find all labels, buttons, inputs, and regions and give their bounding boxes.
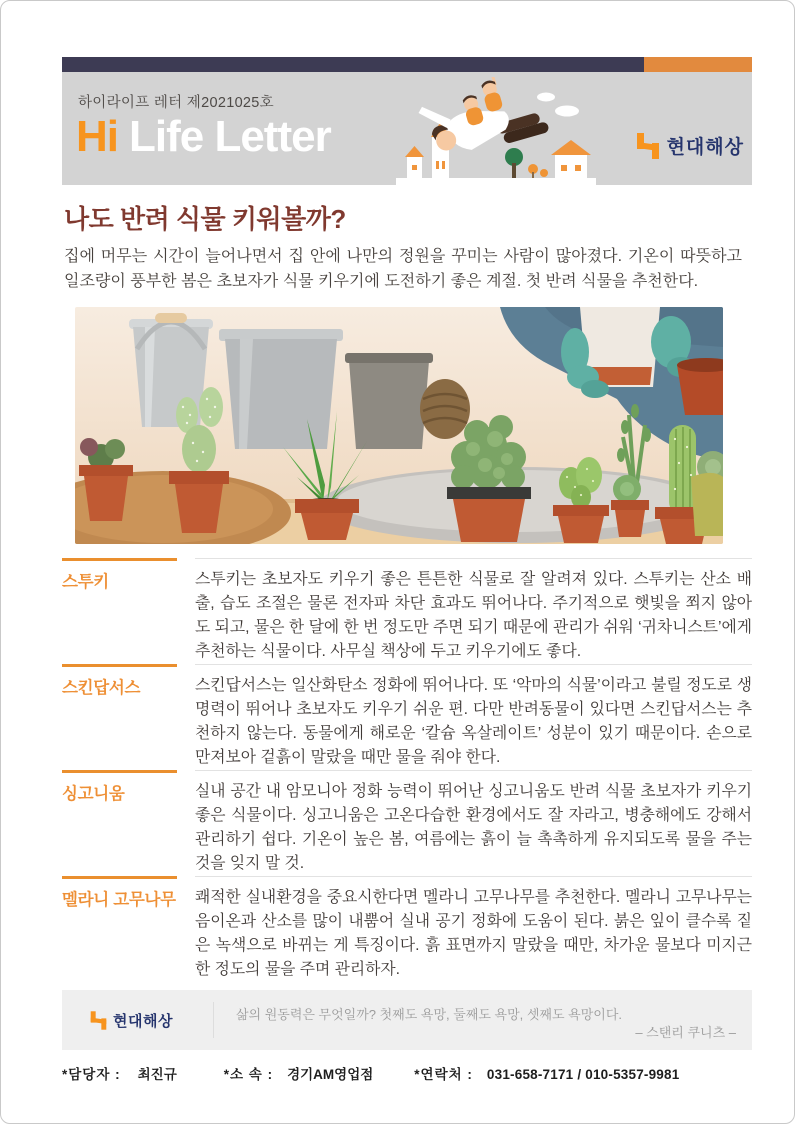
section-body: 스투키는 초보자도 키우기 좋은 튼튼한 식물로 잘 알려져 있다. 스투키는 산소 배출, 습도 조절은 물론 전자파 차단 효과도 뛰어나다. 주기적으로 햇빛을 쬐지 않아도 되고, 물은 한 달에 한 번 정도만 주면 되기 때문에 관리가 쉬워 ‘귀차니스트’에게 추천하는 식물이다. 사무실 책상에 두고 키우기에도 좋다. <box>195 558 752 664</box>
footer-quote-author: – 스탠리 쿠니츠 – <box>635 1025 736 1040</box>
section-label: 스킨답서스 <box>62 664 177 770</box>
hyundai-logo-text: 현대해상 <box>666 137 744 158</box>
masthead-accent: Hi <box>76 112 118 161</box>
header-band <box>62 72 752 185</box>
footer-logo-text: 현대해상 <box>113 1012 173 1030</box>
footer-quote: 삶의 원동력은 무엇일까? 첫째도 욕망, 둘째도 욕망, 셋째도 욕망이다. <box>235 1007 622 1022</box>
article-title: 나도 반려 식물 키워볼까? <box>64 204 346 234</box>
section-scindapsus <box>62 664 752 770</box>
top-accent-bar <box>62 57 752 72</box>
contact-department-label: *소 속 : <box>223 1067 274 1082</box>
section-body: 스킨답서스는 일산화탄소 정화에 뛰어나다. 또 ‘악마의 식물’이라고 불릴 정도로 생명력이 뛰어나 초보자도 키우기 쉬운 편. 다만 반려동물이 있다면 스킨답서스는 추천하지 않는다. 동물에게 해로운 ‘칼슘 옥살레이트’ 성분이 있기 때문이다. 손으로 만져보아 겉흙이 말랐을 때만 물을 줘야 한다. <box>195 664 752 770</box>
section-body: 쾌적한 실내환경을 중요시한다면 멜라니 고무나무를 추천한다. 멜라니 고무나무는 음이온과 산소를 많이 내뿜어 실내 공기 정화에 도움이 된다. 붉은 잎이 클수록 짙은 녹색으로 바뀌는 게 특징이다. 흙 표면까지 말랐을 때만, 차가운 물보다 미지근한 정도의 물을 주며 관리하자. <box>195 876 752 982</box>
footer-divider <box>213 1002 214 1038</box>
section-label: 스투키 <box>62 558 177 664</box>
top-bar-orange-segment <box>644 57 752 72</box>
section-stuckyi <box>62 558 752 664</box>
contact-manager-value: 최진규 <box>137 1067 177 1082</box>
section-melany-rubber-tree <box>62 876 752 982</box>
flying-family-illustration <box>396 77 596 185</box>
footer-band <box>62 990 752 1050</box>
section-body: 실내 공간 내 암모니아 정화 능력이 뛰어난 싱고니움도 반려 식물 초보자가 키우기 좋은 식물이다. 싱고니움은 고온다습한 환경에서도 잘 자라고, 병충해에도 강해서 관리하기 쉽다. 기온이 높은 봄, 여름에는 흙이 늘 촉촉하게 유지되도록 물을 주는 것을 잊지 말 것. <box>195 770 752 876</box>
section-label: 싱고니움 <box>62 770 177 876</box>
article-intro: 집에 머무는 시간이 늘어나면서 집 안에 나만의 정원을 꾸미는 사람이 많아졌다. 기온이 따뜻하고 일조량이 풍부한 봄은 초보자가 식물 키우기에 도전하기 좋은 계절. 첫 반려 식물을 추천한다. <box>64 248 742 290</box>
hyundai-logo <box>636 132 744 159</box>
contact-department-value: 경기AM영업점 <box>287 1067 374 1082</box>
hyundai-h-icon <box>636 133 660 159</box>
contact-phone-value: 031-658-7171 / 010-5357-9981 <box>486 1067 680 1082</box>
footer-hyundai-logo <box>90 1010 173 1031</box>
contact-manager-label: *담당자 : <box>62 1067 121 1082</box>
top-bar-navy-segment <box>62 57 644 72</box>
section-syngonium <box>62 770 752 876</box>
hyundai-h-icon <box>90 1011 107 1030</box>
section-label: 멜라니 고무나무 <box>62 876 177 982</box>
issue-label: 하이라이프 레터 제2021025호 <box>78 95 274 111</box>
masthead-rest: Life Letter <box>129 112 331 161</box>
contact-bar <box>62 1063 752 1083</box>
cacti-succulents-photo <box>75 307 723 544</box>
contact-phone-label: *연락처 : <box>414 1067 473 1082</box>
plant-sections <box>62 558 752 982</box>
